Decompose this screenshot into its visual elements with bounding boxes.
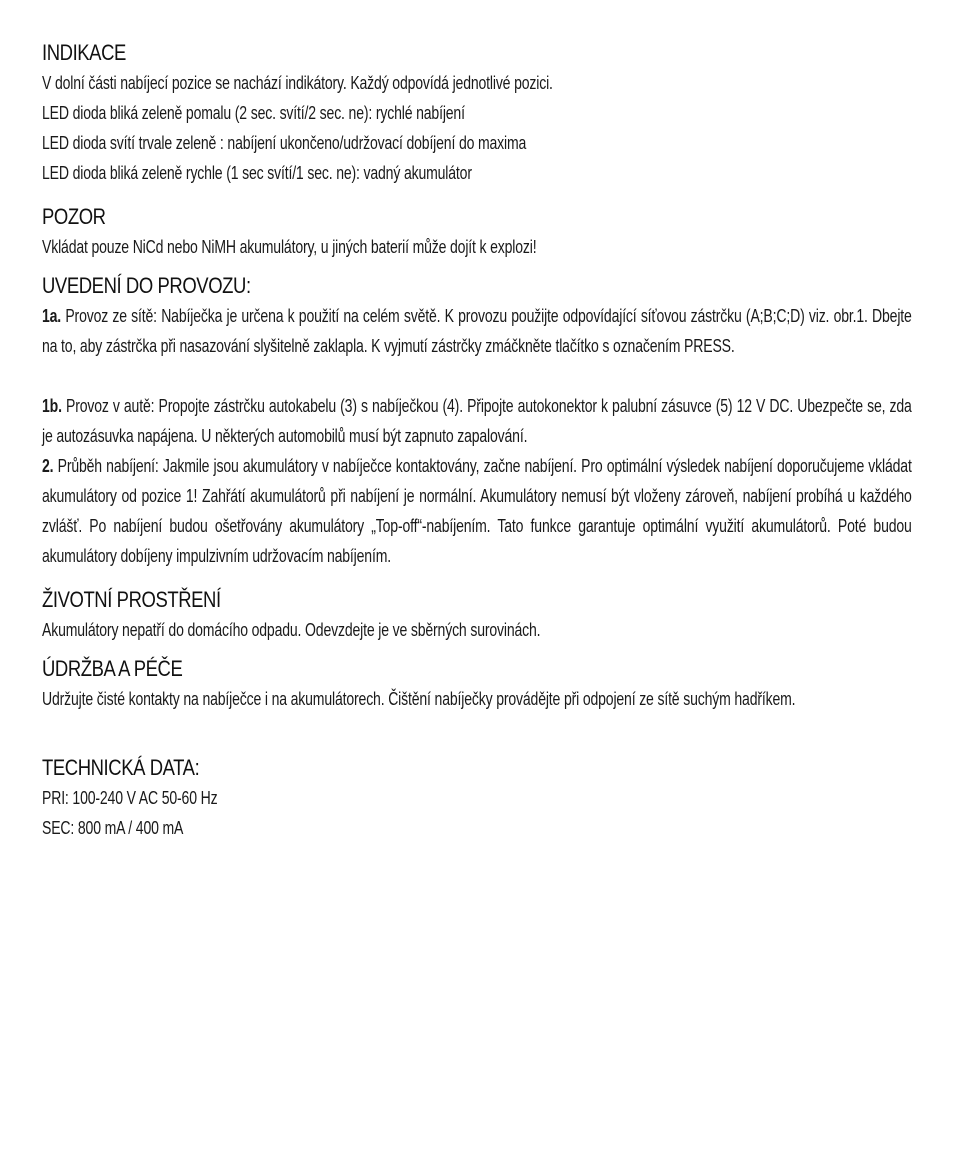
heading-indikace: INDIKACE (42, 40, 126, 65)
item-marker: 2. (42, 456, 54, 476)
section-indikace (42, 38, 912, 188)
heading-zivotni: ŽIVOTNÍ PROSTŘENÍ (42, 587, 221, 612)
pozor-text: Vkládat pouze NiCd nebo NiMH akumulátory, u jiných baterií může dojít k explozi! (42, 237, 537, 257)
item-text: Provoz ze sítě: Nabíječka je určena k použití na celém světě. K provozu použijte odpovídající síťovou zástrčku (A;B;C;D) viz. obr.1. Dbejte na to, aby zástrčka při nasazování slyšitelně zaklapla. K vyjmutí zástrčky zmáčkněte tlačítko s označením PRESS. (42, 306, 912, 356)
item-marker: 1a. (42, 306, 62, 326)
section-zivotni (42, 585, 912, 645)
heading-uvedeni: UVEDENÍ DO PROVOZU: (42, 273, 251, 298)
section-technicka (42, 753, 912, 843)
item-text: Provoz v autě: Propojte zástrčku autokabelu (3) s nabíječkou (4). Připojte autokonektor k palubní zásuvce (5) 12 V DC. Ubezpečte se, zda je autozásuvka napájena. U některých automobilů musí být zapnuto zapalování. (42, 396, 912, 446)
uvedeni-item-1b (42, 391, 912, 451)
indikace-line: LED dioda bliká zeleně pomalu (2 sec. svítí/2 sec. ne): rychlé nabíjení (42, 103, 465, 123)
zivotni-text: Akumulátory nepatří do domácího odpadu. Odevzdejte je ve sběrných surovinách. (42, 620, 541, 640)
indikace-line: LED dioda svítí trvale zeleně : nabíjení ukončeno/udržovací dobíjení do maxima (42, 133, 527, 153)
indikace-line: V dolní části nabíjecí pozice se nachází indikátory. Každý odpovídá jednotlivé pozici. (42, 73, 553, 93)
uvedeni-item-2 (42, 451, 912, 571)
heading-pozor: POZOR (42, 204, 106, 229)
item-marker: 1b. (42, 396, 62, 416)
section-udrzba (42, 654, 912, 744)
item-text: Průběh nabíjení: Jakmile jsou akumulátory v nabíječce kontaktovány, začne nabíjení. Pro optimální výsledek nabíjení doporučujeme vkládat akumulátory od pozice 1! Zahřátí akumulátorů při nabíjení je normální. Akumulátory nemusí být vloženy zároveň, nabíjení probíhá u každého zvlášť. Po nabíjení budou ošetřovány akumulátory „Top-off“-nabíjením. Tato funkce garantuje optimální využití akumulátorů. Poté budou akumulátory dobíjeny impulzivním udržovacím nabíjením. (42, 456, 912, 566)
heading-technicka: TECHNICKÁ DATA: (42, 755, 200, 780)
uvedeni-item-1a (42, 301, 912, 361)
technicka-line: SEC: 800 mA / 400 mA (42, 818, 184, 838)
section-pozor (42, 202, 912, 262)
section-uvedeni (42, 271, 912, 571)
indikace-line: LED dioda bliká zeleně rychle (1 sec svítí/1 sec. ne): vadný akumulátor (42, 163, 472, 183)
technicka-line: PRI: 100-240 V AC 50-60 Hz (42, 788, 218, 808)
udrzba-text: Udržujte čisté kontakty na nabíječce i na akumulátorech. Čištění nabíječky provádějte při odpojení ze sítě suchým hadříkem. (42, 689, 796, 709)
heading-udrzba: ÚDRŽBA A PÉČE (42, 656, 183, 681)
document-page (42, 38, 912, 843)
